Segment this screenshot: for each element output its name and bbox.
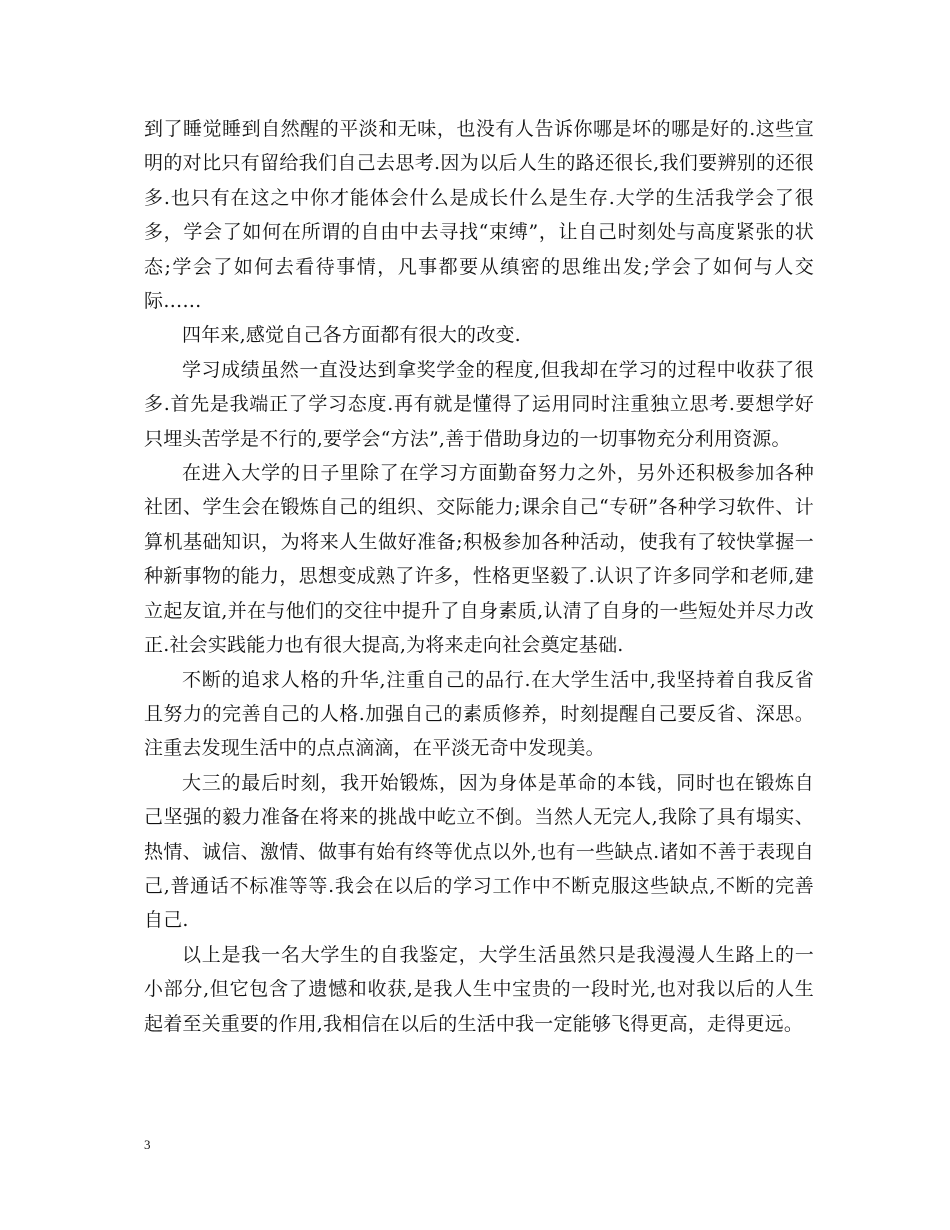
paragraph: 不断的追求人格的升华,注重自己的品行.在大学生活中,我坚持着自我反省且努力的完善自己的人格.加强自己的素质修养，时刻提醒自己要反省、深思。注重去发现生活中的点点滴滴，在平淡无奇中发现美。 <box>144 668 814 760</box>
paragraph: 学习成绩虽然一直没达到拿奖学金的程度,但我却在学习的过程中收获了很多.首先是我端正了学习态度.再有就是懂得了运用同时注重独立思考.要想学好只埋头苦学是不行的,要学会“方法”,善于借助身边的一切事物充分利用资源。 <box>144 358 814 450</box>
paragraph: 四年来,感觉自己各方面都有很大的改变. <box>182 324 521 347</box>
paragraph-continued: 到了睡觉睡到自然醒的平淡和无味，也没有人告诉你哪是坏的哪是好的.这些宣明的对比只有留给我们自己去思考.因为以后人生的路还很长,我们要辨别的还很多.也只有在这之中你才能体会什么是成长什么是生存.大学的生活我学会了很多，学会了如何在所谓的自由中去寻找“束缚”，让自己时刻处与高度紧张的状态;学会了如何去看待事情，凡事都要从缜密的思维出发;学会了如何与人交际…… <box>144 118 814 313</box>
document-body <box>144 112 814 1041</box>
paragraph: 大三的最后时刻，我开始锻炼，因为身体是革命的本钱，同时也在锻炼自己坚强的毅力准备在将来的挑战中屹立不倒。当然人无完人,我除了具有塌实、热情、诚信、激情、做事有始有终等优点以外,也有一些缺点.诸如不善于表现自己,普通话不标准等等.我会在以后的学习工作中不断克服这些缺点,不断的完善自己. <box>144 771 814 932</box>
paragraph: 以上是我一名大学生的自我鉴定，大学生活虽然只是我漫漫人生路上的一小部分,但它包含了遗憾和收获,是我人生中宝贵的一段时光,也对我以后的人生起着至关重要的作用,我相信在以后的生活中我一定能够飞得更高，走得更远。 <box>144 943 814 1035</box>
page-number: 3 <box>144 1137 151 1152</box>
paragraph: 在进入大学的日子里除了在学习方面勤奋努力之外，另外还积极参加各种社团、学生会在锻炼自己的组织、交际能力;课余自己“专研”各种学习软件、计算机基础知识，为将来人生做好准备;积极参加各种活动，使我有了较快掌握一种新事物的能力，思想变成熟了许多，性格更坚毅了.认识了许多同学和老师,建立起友谊,并在与他们的交往中提升了自身素质,认清了自身的一些短处并尽力改正.社会实践能力也有很大提高,为将来走向社会奠定基础. <box>144 462 814 657</box>
